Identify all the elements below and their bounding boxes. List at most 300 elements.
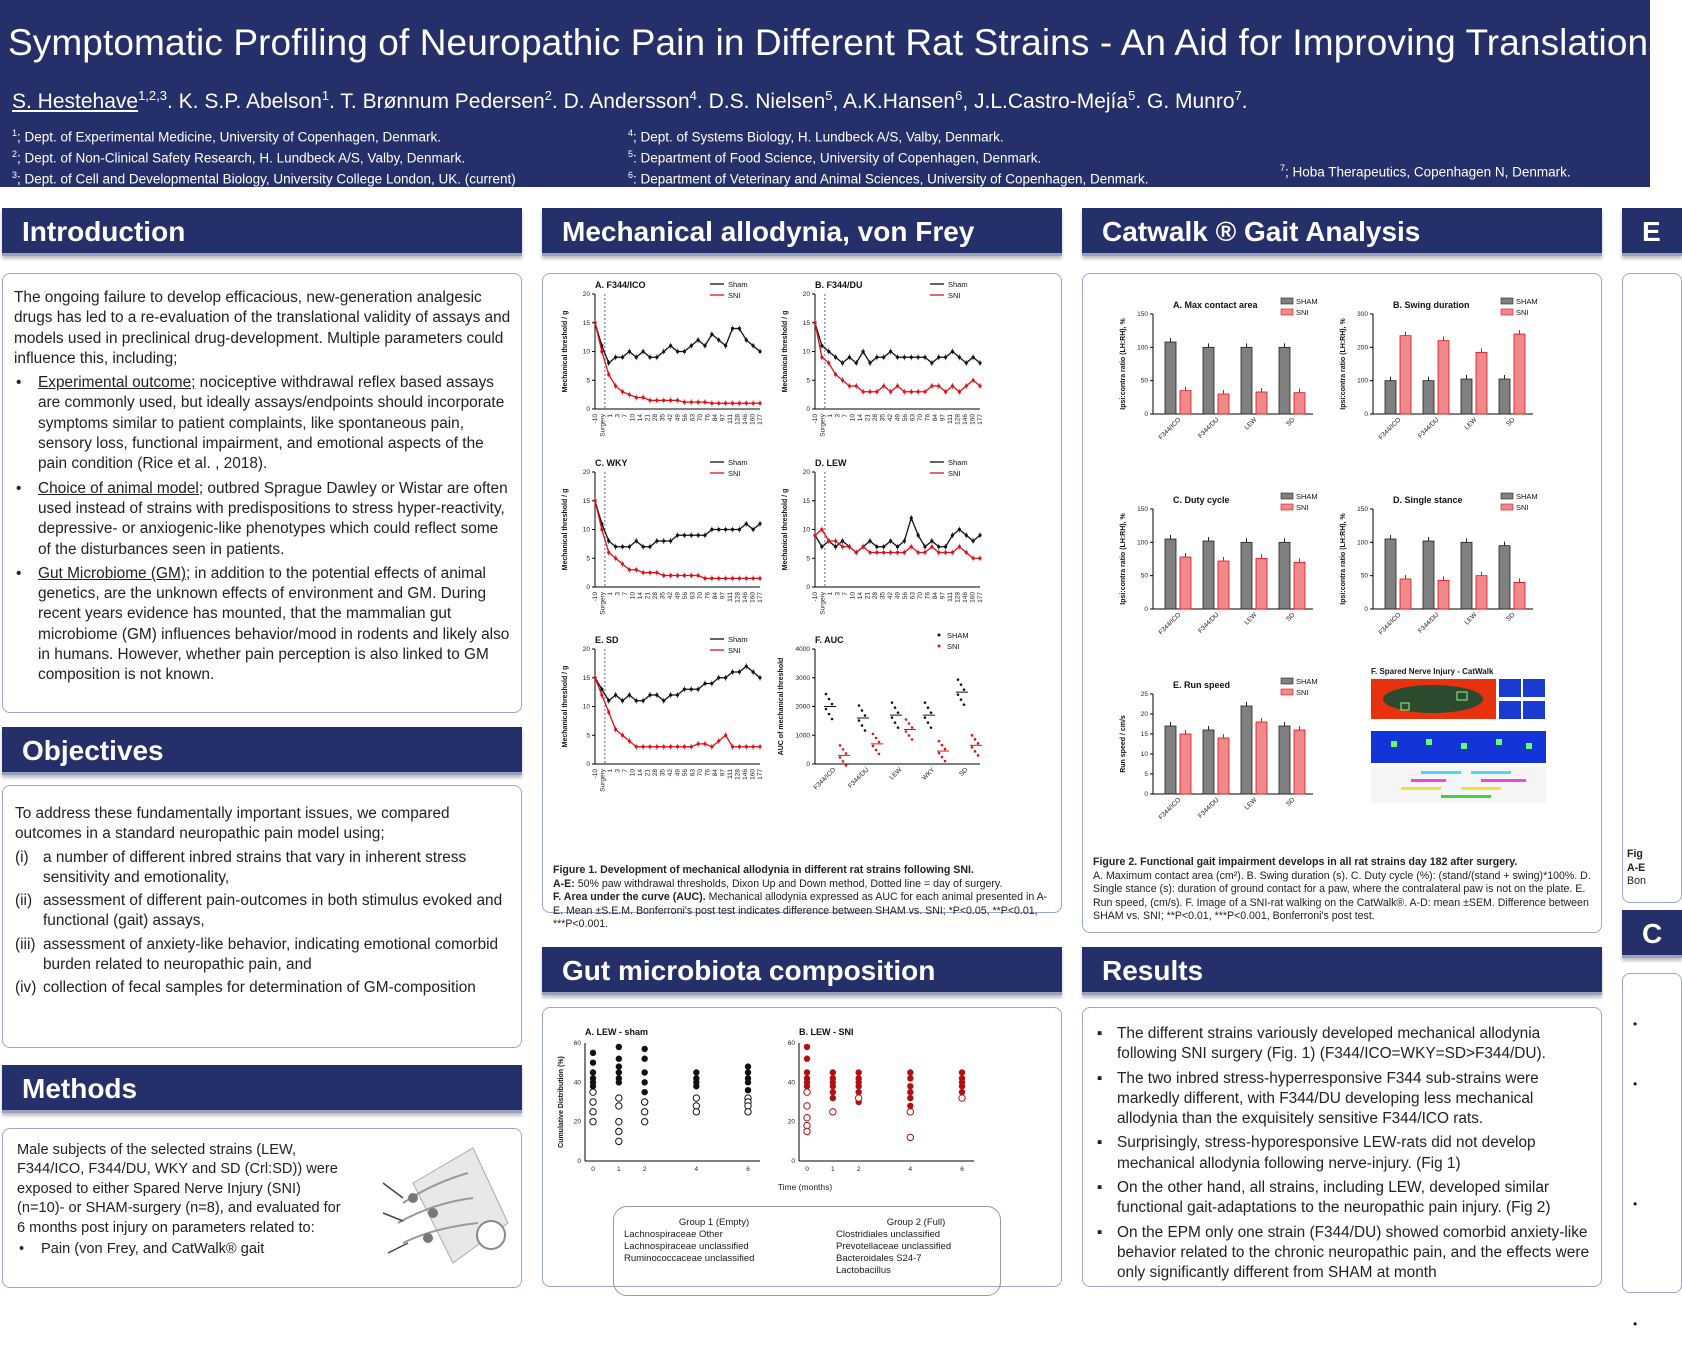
y-tick-label: 3000 bbox=[795, 674, 810, 682]
legend-sni-label: SNI bbox=[1516, 308, 1529, 317]
sni-point bbox=[724, 577, 727, 580]
empty-group-point bbox=[830, 1109, 836, 1115]
sni-point bbox=[965, 384, 968, 387]
sham-point bbox=[703, 344, 706, 347]
x-tick-label: 128 bbox=[954, 592, 962, 603]
sham-point bbox=[917, 534, 920, 537]
sni-point bbox=[896, 384, 899, 387]
sni-point bbox=[648, 745, 651, 748]
x-tick-label: 28 bbox=[652, 414, 659, 422]
sni-bar bbox=[1218, 738, 1229, 794]
sni-point bbox=[752, 577, 755, 580]
empty-group-point bbox=[693, 1109, 699, 1115]
x-tick-label: 177 bbox=[757, 592, 764, 603]
sham-bar bbox=[1499, 546, 1510, 609]
sni-point bbox=[896, 551, 899, 554]
sham-point bbox=[648, 545, 651, 548]
methods-text bbox=[17, 1141, 347, 1259]
x-tick-label: 84 bbox=[932, 592, 939, 600]
sham-point bbox=[897, 726, 900, 729]
panel-title: C. WKY bbox=[595, 458, 628, 468]
sni-line bbox=[595, 678, 760, 747]
legend-sham-label: Sham bbox=[728, 458, 748, 467]
y-tick-label: 0 bbox=[586, 406, 590, 413]
sham-point bbox=[978, 361, 981, 364]
x-tick-label: 35 bbox=[659, 592, 667, 600]
sni-point bbox=[731, 402, 734, 405]
y-tick-label: 5 bbox=[586, 732, 590, 740]
x-tick-label: 63 bbox=[909, 592, 917, 600]
sham-bar bbox=[1203, 730, 1214, 794]
sni-bar bbox=[1256, 392, 1267, 414]
y-tick-label: 20 bbox=[802, 291, 810, 298]
sham-line bbox=[595, 501, 760, 547]
sni-point bbox=[910, 390, 913, 393]
y-tick-label: 20 bbox=[582, 291, 590, 298]
sham-point bbox=[642, 699, 645, 702]
sni-point bbox=[738, 577, 741, 580]
empty-group-point bbox=[616, 1103, 622, 1109]
sni-point bbox=[758, 402, 761, 405]
x-tick-label: 21 bbox=[644, 592, 652, 600]
bar-chart-panel bbox=[1120, 492, 1318, 636]
sham-point bbox=[875, 545, 878, 548]
legend bbox=[710, 458, 748, 478]
affiliations-col1 bbox=[12, 125, 516, 188]
affiliation-4: $^4$; Dept. of Systems Biology, H. Lundbeck A/S, Valby, Denmark. bbox=[628, 128, 1004, 145]
x-tick-label: 7 bbox=[622, 769, 629, 773]
column4-header: E bbox=[1622, 208, 1682, 256]
sham-point bbox=[965, 534, 968, 537]
y-tick-label: 0 bbox=[1144, 411, 1148, 418]
x-tick-label: 42 bbox=[667, 769, 674, 777]
sni-point bbox=[965, 551, 968, 554]
y-tick-label: 0 bbox=[1364, 606, 1368, 613]
x-tick-label: 111 bbox=[727, 592, 734, 602]
list-item: (iv) collection of fecal samples for determination of GM-composition bbox=[15, 979, 476, 997]
y-tick-label: 0 bbox=[791, 1158, 795, 1165]
x-tick-label: 177 bbox=[977, 414, 984, 425]
list-item: Lactobacillus bbox=[836, 1265, 891, 1276]
sni-point bbox=[923, 390, 926, 393]
x-tick-label: Surgery bbox=[599, 592, 607, 615]
sni-point bbox=[621, 390, 624, 393]
x-tick-label: 84 bbox=[932, 414, 939, 422]
sham-point bbox=[614, 545, 617, 548]
sni-point bbox=[600, 693, 603, 696]
sni-point bbox=[621, 734, 624, 737]
sni-point bbox=[642, 745, 645, 748]
y-tick-label: 15 bbox=[582, 319, 590, 327]
x-tick-label: Surgery bbox=[819, 592, 827, 615]
x-axis-label: Time (months) bbox=[777, 1182, 833, 1192]
sni-point bbox=[944, 551, 947, 554]
figure2-caption bbox=[1093, 856, 1598, 924]
legend-sham-label: Sham bbox=[948, 280, 968, 289]
sni-bar bbox=[1438, 341, 1449, 414]
sni-point bbox=[889, 390, 892, 393]
legend-sni-swatch bbox=[1501, 504, 1513, 510]
x-tick-label: 76 bbox=[924, 414, 932, 422]
sni-point bbox=[905, 730, 908, 733]
column4-box-2 bbox=[1622, 973, 1682, 1331]
full-group-point bbox=[907, 1095, 913, 1101]
panel-title: B. F344/DU bbox=[815, 280, 863, 290]
methods-bullets bbox=[17, 1240, 347, 1259]
x-tick-label: 160 bbox=[749, 592, 757, 603]
list-item: ▪ On the EPM only one strain (F344/DU) showed comorbid anxiety-like behavior related to the chronic neuropathic pain, and the effects were only significantly different from SHAM at month bbox=[1093, 1223, 1598, 1284]
sni-point bbox=[676, 574, 679, 577]
full-group-point bbox=[745, 1079, 751, 1085]
sni-point bbox=[951, 551, 954, 554]
x-tick-label: 42 bbox=[667, 414, 674, 422]
x-tick-label: 0 bbox=[591, 1166, 595, 1173]
sham-point bbox=[710, 528, 713, 531]
x-tick-label: 97 bbox=[719, 414, 727, 422]
sni-point bbox=[752, 402, 755, 405]
x-tick-label: 3 bbox=[614, 769, 622, 773]
sham-point bbox=[864, 729, 867, 732]
sni-point bbox=[839, 756, 842, 759]
sni-point bbox=[697, 742, 700, 745]
sham-bar bbox=[1241, 347, 1252, 414]
empty-group-point bbox=[855, 1095, 861, 1101]
sni-point bbox=[642, 571, 645, 574]
sni-bar bbox=[1294, 562, 1305, 609]
x-tick-label: LEW bbox=[1243, 416, 1259, 432]
sni-point bbox=[972, 379, 975, 382]
sham-point bbox=[944, 545, 947, 548]
sham-point bbox=[864, 714, 867, 717]
y-tick-label: 150 bbox=[1137, 311, 1148, 318]
sham-point bbox=[648, 693, 651, 696]
y-tick-label: 50 bbox=[1140, 377, 1148, 385]
sham-point bbox=[614, 693, 617, 696]
sni-point bbox=[593, 499, 596, 502]
sham-point bbox=[703, 682, 706, 685]
y-tick-label: 40 bbox=[573, 1079, 581, 1087]
group1-title: Group 1 (Empty) bbox=[678, 1217, 750, 1228]
full-group-point bbox=[641, 1069, 647, 1075]
sni-point bbox=[958, 545, 961, 548]
sham-point bbox=[738, 528, 741, 531]
x-tick-label: Surgery bbox=[599, 414, 607, 437]
sni-point bbox=[731, 577, 734, 580]
full-group-point bbox=[804, 1044, 810, 1050]
y-tick-label: 0 bbox=[586, 761, 590, 768]
sham-point bbox=[861, 709, 864, 712]
panel-title: C. Duty cycle bbox=[1173, 495, 1230, 505]
sham-point bbox=[635, 699, 638, 702]
y-tick-label: 15 bbox=[1140, 731, 1148, 738]
sni-point bbox=[827, 539, 830, 542]
sni-point bbox=[669, 745, 672, 748]
sham-bar bbox=[1461, 379, 1472, 414]
full-group-point bbox=[804, 1056, 810, 1062]
author-name: J.L.Castro-Mejía bbox=[974, 90, 1129, 113]
column4-caption: Fig A-E Bon bbox=[1627, 848, 1646, 888]
x-tick-label: 76 bbox=[704, 414, 712, 422]
sni-point bbox=[820, 356, 823, 359]
figure2-caption-title: Figure 2. Functional gait impairment develops in all rat strains day 182 after surgery. bbox=[1093, 856, 1518, 868]
y-tick-label: 20 bbox=[582, 469, 590, 476]
sni-point bbox=[752, 745, 755, 748]
full-group-point bbox=[641, 1089, 647, 1095]
sham-point bbox=[855, 361, 858, 364]
vonfrey-box bbox=[542, 273, 1062, 931]
line-chart-panel bbox=[782, 280, 984, 437]
sham-point bbox=[717, 528, 720, 531]
x-tick-label: 63 bbox=[689, 592, 697, 600]
empty-group-point bbox=[641, 1109, 647, 1115]
sham-point bbox=[669, 693, 672, 696]
y-tick-label: 20 bbox=[787, 1118, 795, 1126]
vonfrey-header: Mechanical allodynia, von Frey bbox=[542, 208, 1062, 256]
affiliation-7: $^7$; Hoba Therapeutics, Copenhagen N, Denmark. bbox=[1280, 163, 1571, 180]
y-tick-label: 5 bbox=[586, 555, 590, 563]
sham-point bbox=[889, 350, 892, 353]
x-tick-label: 146 bbox=[742, 414, 749, 425]
full-group-point bbox=[830, 1069, 836, 1075]
results-box bbox=[1082, 1007, 1602, 1287]
column4-bullets: • • • • bbox=[1633, 1017, 1638, 1331]
sham-point bbox=[717, 676, 720, 679]
bar-chart-panel bbox=[1120, 677, 1318, 821]
sni-point bbox=[717, 739, 720, 742]
y-tick-label: 15 bbox=[582, 674, 590, 682]
sni-point bbox=[923, 551, 926, 554]
sni-point bbox=[724, 402, 727, 405]
y-tick-label: 15 bbox=[802, 497, 810, 505]
sni-bar bbox=[1400, 336, 1411, 414]
list-item: • Pain (von Frey, and CatWalk® gait bbox=[17, 1240, 347, 1259]
x-tick-label: F344/DU bbox=[1417, 416, 1441, 440]
sham-bar bbox=[1461, 542, 1472, 609]
sni-point bbox=[839, 744, 842, 747]
sham-point bbox=[731, 670, 734, 673]
x-tick-label: 49 bbox=[674, 414, 682, 422]
x-tick-label: 63 bbox=[909, 414, 917, 422]
x-tick-label: F344/ICO bbox=[1157, 611, 1183, 637]
sni-point bbox=[813, 534, 816, 537]
sni-point bbox=[745, 402, 748, 405]
x-tick-label: 84 bbox=[712, 769, 719, 777]
methods-box bbox=[2, 1128, 522, 1288]
y-axis-label: Mechanical threshold / g bbox=[782, 488, 789, 571]
list-item: • Gut Microbiome (GM); in addition to the potential effects of animal genetics, are the unknown effects of environment and GM. During recent years evidence has mounted, that the mammalian gut microbiome (GM) influences behavior/mood in rodents and likely also in humans. However, whether pain perception is also linked to GM composition is not known. bbox=[14, 564, 514, 686]
sni-point bbox=[872, 733, 875, 736]
full-group-point bbox=[804, 1069, 810, 1075]
catwalk-box bbox=[1082, 273, 1602, 933]
bar-chart-panel bbox=[1120, 297, 1318, 441]
sni-point bbox=[676, 399, 679, 402]
list-item: ▪ On the other hand, all strains, including LEW, developed similar functional gait-adaptations to the neuropathic pain injury. (Fig 2) bbox=[1093, 1178, 1598, 1219]
x-tick-label: 42 bbox=[887, 592, 894, 600]
y-axis-label: Ipsi:contra ratio (LH:RH), % bbox=[1120, 318, 1127, 410]
introduction-text bbox=[14, 288, 514, 686]
affiliation-5: $^5$: Department of Food Science, University of Copenhagen, Denmark. bbox=[628, 149, 1042, 166]
panel-title: A. Max contact area bbox=[1173, 300, 1258, 310]
empty-group-point bbox=[641, 1099, 647, 1105]
sni-bar bbox=[1180, 391, 1191, 414]
sham-point bbox=[831, 718, 834, 721]
y-tick-label: 100 bbox=[1357, 539, 1368, 547]
legend-sni-label: SNI bbox=[728, 469, 741, 478]
x-tick-label: 42 bbox=[667, 592, 674, 600]
sni-point bbox=[717, 577, 720, 580]
sni-point bbox=[648, 571, 651, 574]
sni-point bbox=[908, 722, 911, 725]
x-tick-label: 1 bbox=[827, 414, 834, 418]
x-tick-label: 177 bbox=[977, 592, 984, 603]
figure1-caption: Figure 1. Development of mechanical allodynia in different rat strains following SNI. A-E: 50% paw withdrawal thresholds, Dixon Up and Down method, Dotted line = day of surgery. F. Area under the curve (AUC). Mechanical allodynia expressed as AUC for each animal presented in A-E. Mean ±S.E.M. Bonferroni's post test indicates difference between SHAM vs. SNI; *P<0.05, **P<0.01, ***P<0.001. bbox=[553, 864, 1048, 931]
objectives-paragraph: To address these fundamentally important issues, we compared outcomes in a standard neuropathic pain model using; bbox=[15, 805, 450, 843]
x-tick-label: 3 bbox=[614, 414, 622, 418]
sni-point bbox=[882, 384, 885, 387]
x-tick-label: SD bbox=[1285, 416, 1297, 428]
sham-point bbox=[655, 693, 658, 696]
x-tick-label: F344/DU bbox=[1417, 611, 1441, 635]
group1-legend bbox=[624, 1217, 804, 1265]
x-tick-label: 21 bbox=[864, 414, 872, 422]
y-tick-label: 5 bbox=[586, 377, 590, 385]
panel-title: A. F344/ICO bbox=[595, 280, 646, 290]
x-tick-label: 1 bbox=[827, 592, 834, 596]
sni-point bbox=[944, 390, 947, 393]
sni-point bbox=[662, 574, 665, 577]
sham-point bbox=[858, 704, 861, 707]
sni-bar bbox=[1476, 352, 1487, 414]
sni-point bbox=[758, 745, 761, 748]
x-tick-label: F344/ICO bbox=[1157, 796, 1183, 822]
full-group-point bbox=[693, 1069, 699, 1075]
sham-point bbox=[724, 528, 727, 531]
sni-point bbox=[683, 574, 686, 577]
legend-sni-label: SNI bbox=[728, 291, 741, 300]
sham-point bbox=[724, 344, 727, 347]
bar-chart-panel bbox=[1340, 297, 1538, 441]
legend-sham-label: Sham bbox=[728, 635, 748, 644]
list-item: (ii) assessment of different pain-outcomes in both stimulus evoked and functional (gait) assays, bbox=[15, 892, 503, 930]
sham-point bbox=[951, 350, 954, 353]
y-tick-label: 20 bbox=[1140, 711, 1148, 718]
sni-point bbox=[868, 551, 871, 554]
full-group-point bbox=[616, 1079, 622, 1085]
sni-point bbox=[878, 741, 881, 744]
x-tick-label: 21 bbox=[644, 414, 652, 422]
y-axis-label: Mechanical threshold / g bbox=[782, 310, 789, 393]
y-tick-label: 150 bbox=[1357, 506, 1368, 513]
empty-group-point bbox=[693, 1095, 699, 1101]
sni-point bbox=[717, 402, 720, 405]
column4-header-2: C bbox=[1622, 910, 1682, 958]
x-tick-label: Surgery bbox=[819, 414, 827, 437]
sham-point bbox=[745, 338, 748, 341]
legend-sni-label: SNI bbox=[1516, 503, 1529, 512]
sni-point bbox=[841, 545, 844, 548]
sni-point bbox=[703, 577, 706, 580]
sni-point bbox=[593, 676, 596, 679]
methods-paragraph: Male subjects of the selected strains (LEW, F344/ICO, F344/DU, WKY and SD (Crl:SD)) were exposed to either Spared Nerve Injury (SNI) (n=10)- or SHAM-surgery (n=8), and evaluated for 6 months post injury on parameters related to: bbox=[17, 1142, 341, 1236]
sni-point bbox=[655, 745, 658, 748]
x-tick-label: 35 bbox=[879, 592, 887, 600]
x-tick-label: F344/ICO bbox=[1377, 611, 1403, 637]
sni-bar bbox=[1180, 734, 1191, 794]
sham-point bbox=[628, 693, 631, 696]
affiliation-3: $^3$; Dept. of Cell and Developmental Biology, University College London, UK. (current) bbox=[12, 170, 516, 187]
sham-point bbox=[910, 516, 913, 519]
sham-point bbox=[690, 344, 693, 347]
x-tick-label: 14 bbox=[857, 414, 864, 422]
vonfrey-figure bbox=[543, 274, 1063, 834]
x-tick-label: 128 bbox=[734, 769, 742, 780]
y-axis-label: Mechanical threshold / g bbox=[562, 665, 569, 748]
panel-title: E. Run speed bbox=[1173, 680, 1231, 690]
sham-point bbox=[841, 539, 844, 542]
sham-point bbox=[752, 528, 755, 531]
sham-point bbox=[690, 534, 693, 537]
x-tick-label: 2 bbox=[642, 1166, 647, 1173]
sni-point bbox=[738, 745, 741, 748]
sni-bar bbox=[1514, 582, 1525, 609]
sham-point bbox=[676, 693, 679, 696]
list-item: ▪ Surprisingly, stress-hyporesponsive LEW-rats did not develop mechanical allodynia following nerve-injury. (Fig 1) bbox=[1093, 1133, 1598, 1174]
x-tick-label: 49 bbox=[674, 592, 682, 600]
legend bbox=[710, 280, 748, 300]
x-tick-label: 128 bbox=[954, 414, 962, 425]
sni-point bbox=[842, 760, 845, 763]
x-tick-label: 35 bbox=[659, 769, 667, 777]
sham-bar bbox=[1279, 347, 1290, 414]
x-tick-label: 111 bbox=[947, 414, 954, 424]
empty-group-point bbox=[804, 1115, 810, 1121]
legend-sni-marker bbox=[938, 645, 941, 648]
scatter-chart-panel bbox=[788, 1027, 974, 1173]
legend-sni-label: SNI bbox=[1296, 308, 1309, 317]
sham-point bbox=[607, 699, 610, 702]
x-tick-label: 111 bbox=[727, 769, 734, 779]
empty-group-point bbox=[745, 1109, 751, 1115]
y-axis-label: Ipsi:contra ratio (LH:RH), % bbox=[1120, 513, 1127, 605]
sham-point bbox=[862, 350, 865, 353]
sni-point bbox=[662, 399, 665, 402]
x-tick-label: 84 bbox=[712, 592, 719, 600]
objectives-text bbox=[15, 804, 515, 999]
sni-point bbox=[662, 745, 665, 748]
sham-point bbox=[683, 534, 686, 537]
x-tick-label: 49 bbox=[674, 769, 682, 777]
full-group-point bbox=[693, 1083, 699, 1089]
sham-point bbox=[820, 545, 823, 548]
legend bbox=[1501, 297, 1538, 317]
panel-title: A. LEW - sham bbox=[585, 1027, 649, 1037]
sni-point bbox=[911, 726, 914, 729]
sni-point bbox=[917, 551, 920, 554]
sni-point bbox=[905, 718, 908, 721]
list-item: ▪ The two inbred stress-hyperresponsive F344 sub-strains were markedly different, with F344/DU developing less mechanical allodynia than the exquisitely sensitive F344/ICO rats. bbox=[1093, 1069, 1598, 1130]
line-chart-panel bbox=[782, 458, 984, 615]
x-tick-label: 56 bbox=[902, 414, 909, 422]
y-axis-label: Ipsi:contra ratio (LH:RH), % bbox=[1340, 318, 1347, 410]
sham-point bbox=[676, 350, 679, 353]
x-tick-label: 70 bbox=[697, 769, 704, 777]
legend-sni-swatch bbox=[1281, 309, 1293, 315]
x-tick-label: 160 bbox=[749, 769, 757, 780]
sham-point bbox=[745, 522, 748, 525]
sham-point bbox=[717, 338, 720, 341]
x-tick-label: 28 bbox=[652, 769, 659, 777]
sham-point bbox=[896, 545, 899, 548]
